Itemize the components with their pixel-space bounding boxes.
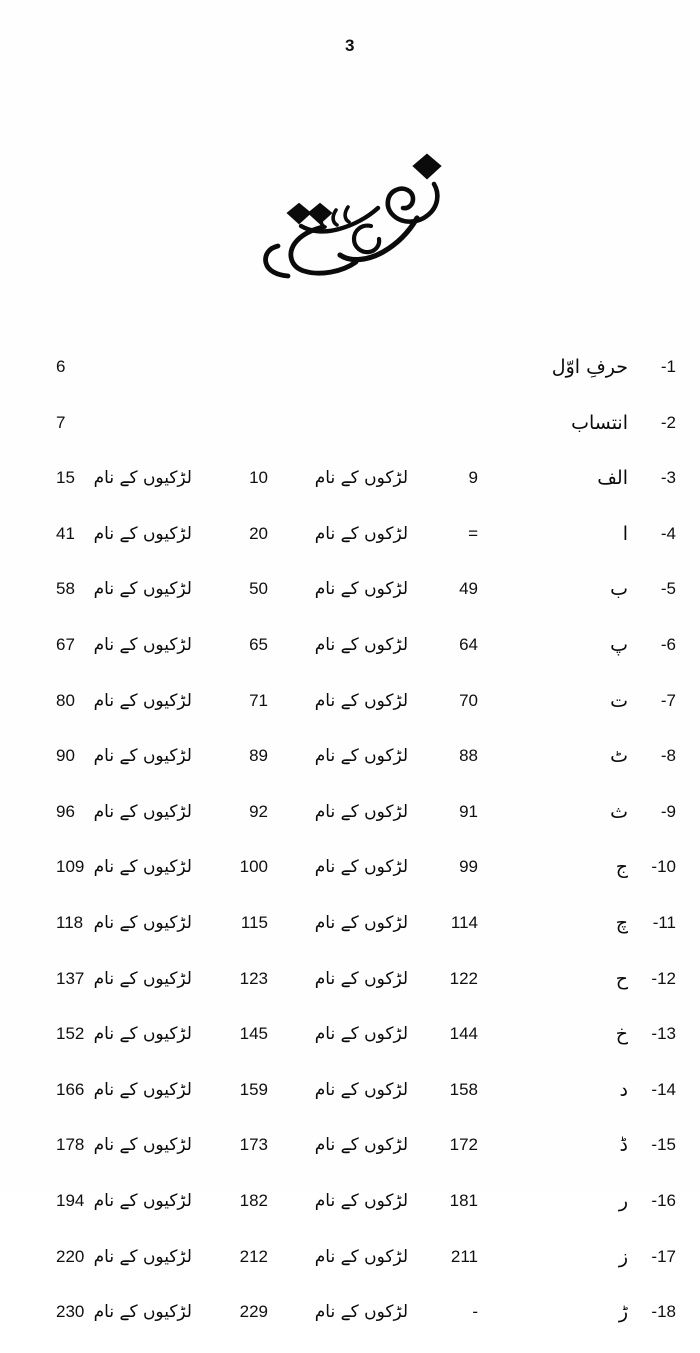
table-row[interactable] [0,686,700,742]
row-section-label: د [619,1078,628,1101]
row-boys-label: لڑکوں کے نام [314,1079,408,1100]
table-row[interactable] [0,574,700,630]
row-serial: -5 [660,579,676,599]
row-section-label: ڑ [618,1301,628,1324]
row-boys-label: لڑکوں کے نام [314,912,408,933]
row-boys-page: 91 [459,801,478,821]
row-section-label: ج [615,856,628,879]
row-mid-page: 115 [240,912,268,932]
table-row[interactable] [0,1130,700,1186]
table-row[interactable] [0,797,700,853]
row-boys-label: لڑکوں کے نام [314,801,408,822]
row-mid-page: 89 [249,746,268,766]
row-girls-label: لڑکیوں کے نام [93,968,192,989]
row-boys-page: 70 [459,690,478,710]
row-mid-page: 50 [249,579,268,599]
fehrist-calligraphy-icon [220,130,480,300]
row-serial: -8 [660,746,676,766]
row-boys-label: لڑکوں کے نام [314,1135,408,1156]
row-mid-page: 173 [239,1135,268,1155]
row-girls-page: 118 [56,912,84,932]
row-serial: -6 [660,634,676,654]
row-boys-label: لڑکوں کے نام [314,690,408,711]
row-serial: -12 [651,968,676,988]
row-boys-page: 64 [459,634,478,654]
row-section-label: ا [622,522,628,545]
row-girls-page: 109 [56,857,85,877]
table-row[interactable] [0,463,700,519]
row-section-label: خ [615,1023,628,1046]
row-girls-label: لڑکیوں کے نام [93,1190,192,1211]
row-boys-page: = [468,523,478,543]
row-mid-page: 10 [249,468,268,488]
row-serial: -2 [660,412,676,432]
row-girls-page: 7 [56,412,66,432]
row-mid-page: 229 [239,1302,268,1322]
row-mid-page: 123 [239,968,268,988]
row-girls-page: 96 [56,801,75,821]
row-section-label: چ [615,911,628,934]
row-girls-page: 41 [56,523,75,543]
row-mid-page: 92 [249,801,268,821]
row-section-label: ت [610,689,628,712]
row-boys-page: 172 [449,1135,478,1155]
row-girls-page: 137 [56,968,85,988]
table-row[interactable] [0,852,700,908]
row-section-label: حرفِ اوّل [551,356,628,378]
row-mid-page: 71 [249,690,268,710]
row-section-label: ڈ [619,1134,628,1157]
row-boys-page: 144 [449,1024,478,1044]
row-serial: -10 [651,857,676,877]
row-section-label: ٹ [610,745,628,768]
row-girls-label: لڑکیوں کے نام [93,1079,192,1100]
row-section-label: ح [615,967,628,990]
row-boys-page: 49 [459,579,478,599]
row-serial: -14 [651,1079,676,1099]
row-boys-label: لڑکوں کے نام [314,746,408,767]
row-girls-label: لڑکیوں کے نام [93,1302,192,1323]
row-boys-page: 158 [449,1079,478,1099]
row-boys-label: لڑکوں کے نام [314,1190,408,1211]
row-boys-page: 122 [449,968,478,988]
row-mid-page: 100 [239,857,268,877]
row-boys-label: لڑکوں کے نام [314,579,408,600]
row-girls-page: 67 [56,634,75,654]
row-section-label: ز [618,1245,628,1268]
row-girls-label: لڑکیوں کے نام [93,801,192,822]
row-girls-page: 15 [56,468,75,488]
row-section-label: الف [597,467,628,490]
row-serial: -4 [660,523,676,543]
row-boys-page: 114 [450,912,478,932]
row-boys-label: لڑکوں کے نام [314,468,408,489]
row-mid-page: 65 [249,634,268,654]
row-girls-label: لڑکیوں کے نام [93,1024,192,1045]
row-girls-page: 152 [56,1024,85,1044]
row-boys-label: لڑکوں کے نام [314,523,408,544]
row-boys-page: 181 [449,1190,478,1210]
table-row[interactable] [0,408,700,464]
page-number: 3 [345,36,355,55]
row-section-label: پ [610,633,628,656]
row-boys-label: لڑکوں کے نام [314,857,408,878]
row-serial: -1 [660,357,676,376]
table-row[interactable] [0,1186,700,1242]
row-mid-page: 20 [249,523,268,543]
row-girls-page: 6 [56,357,66,376]
row-girls-label: لڑکیوں کے نام [93,690,192,711]
row-girls-page: 166 [56,1079,85,1099]
row-mid-page: 159 [239,1079,268,1099]
page-title [0,120,700,310]
row-girls-label: لڑکیوں کے نام [93,857,192,878]
row-serial: -15 [651,1135,676,1155]
row-girls-label: لڑکیوں کے نام [93,523,192,544]
row-section-label: ر [618,1189,628,1212]
row-boys-page: - [472,1302,478,1322]
row-mid-page: 212 [239,1246,268,1266]
row-girls-page: 80 [56,690,75,710]
row-boys-label: لڑکوں کے نام [314,634,408,655]
row-serial: -7 [660,690,676,710]
row-boys-page: 99 [459,857,478,877]
row-girls-label: لڑکیوں کے نام [93,579,192,600]
table-row[interactable] [0,519,700,575]
table-row[interactable] [0,352,700,408]
table-row[interactable] [0,908,700,964]
table-row[interactable] [0,1297,700,1353]
row-boys-label: لڑکوں کے نام [314,968,408,989]
row-girls-page: 178 [56,1135,85,1155]
row-serial: -17 [651,1246,676,1266]
row-girls-page: 58 [56,579,75,599]
row-girls-label: لڑکیوں کے نام [93,634,192,655]
row-mid-page: 182 [239,1190,268,1210]
table-row[interactable] [0,1075,700,1131]
row-girls-label: لڑکیوں کے نام [93,912,192,933]
row-serial: -13 [651,1024,676,1044]
row-boys-page: 211 [450,1246,478,1266]
table-row[interactable] [0,1019,700,1075]
row-serial: -18 [651,1302,676,1322]
row-girls-label: لڑکیوں کے نام [93,746,192,767]
row-boys-page: 88 [459,746,478,766]
row-serial: -9 [660,801,676,821]
row-serial: -16 [651,1190,676,1210]
row-section-label: ب [610,578,628,601]
row-girls-label: لڑکیوں کے نام [93,1135,192,1156]
row-girls-page: 220 [56,1246,85,1266]
row-girls-label: لڑکیوں کے نام [93,468,192,489]
row-section-label: انتساب [571,411,628,434]
row-serial: -3 [660,468,676,488]
row-section-label: ث [610,800,628,823]
table-row[interactable] [0,630,700,686]
row-boys-label: لڑکوں کے نام [314,1302,408,1323]
table-row[interactable] [0,741,700,797]
row-boys-label: لڑکوں کے نام [314,1024,408,1045]
row-girls-page: 90 [56,746,75,766]
row-girls-page: 230 [56,1302,85,1322]
table-row[interactable] [0,964,700,1020]
row-boys-label: لڑکوں کے نام [314,1246,408,1267]
row-mid-page: 145 [239,1024,268,1044]
table-of-contents [0,352,700,1353]
row-girls-page: 194 [56,1190,85,1210]
row-serial: -11 [652,912,676,932]
row-boys-page: 9 [468,468,478,488]
table-row[interactable] [0,1242,700,1298]
row-girls-label: لڑکیوں کے نام [93,1246,192,1267]
